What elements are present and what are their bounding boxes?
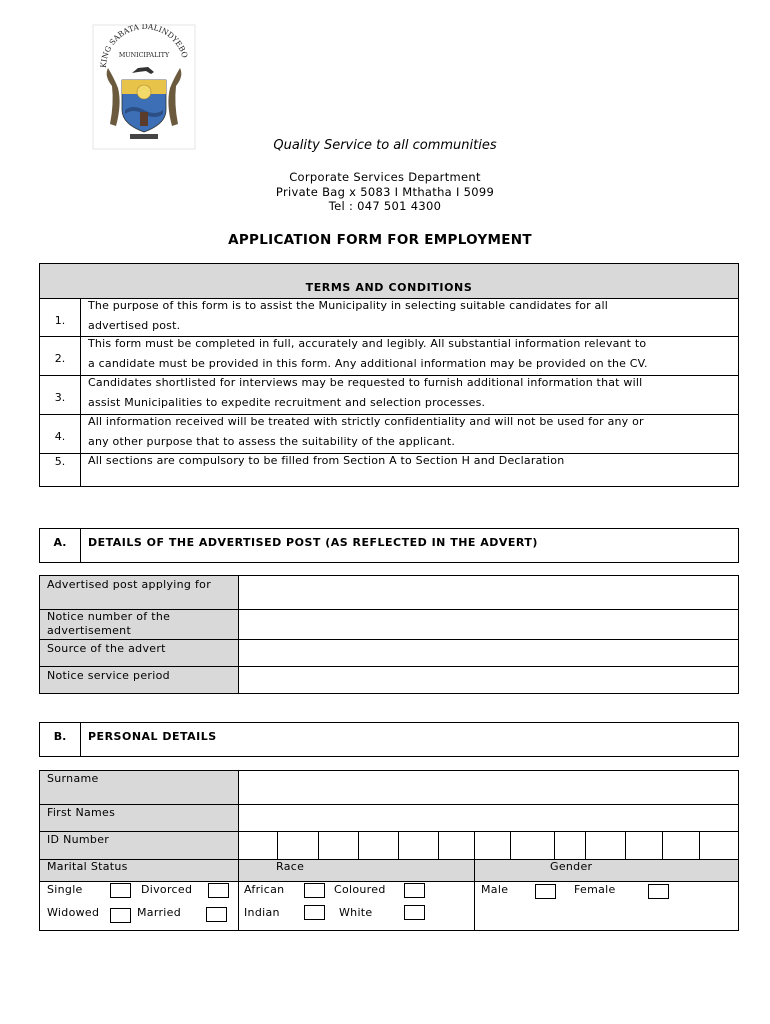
advertised-post-input[interactable] [239,576,738,609]
department-name: Corporate Services Department [289,170,481,184]
option-label: Male [481,883,509,896]
first-names-input[interactable] [239,805,738,831]
term-text: All sections are compulsory to be filled from Section A to Section H and Declaration [88,454,565,467]
african-checkbox[interactable] [304,883,325,898]
first-names-label: First Names [47,806,116,819]
municipality-logo [92,24,196,150]
option-label: Single [47,883,83,896]
term-text: This form must be completed in full, accurately and legibly. All substantial information relevant to a candidate must be provided in this form. Any additional information may be provided on the CV. [88,337,648,370]
option-label: Married [137,906,181,919]
field-label: Source of the advert [47,642,166,655]
id-number-input[interactable] [239,832,738,859]
term-number: 4. [54,430,66,443]
notice-number-input[interactable] [239,610,738,639]
section-title: PERSONAL DETAILS [88,730,217,743]
section-letter: B. [53,730,67,743]
term-text: All information received will be treated with strictly confidentiality and will not be used for any or any other purpose that to assess the suitability of the applicant. [88,415,644,448]
option-label: Indian [244,906,280,919]
personal-details-table [39,770,739,931]
surname-input[interactable] [239,771,738,804]
marital-status-label: Marital Status [47,860,128,873]
terms-table [39,263,739,487]
section-title: DETAILS OF THE ADVERTISED POST (AS REFLECTED IN THE ADVERT) [88,536,538,549]
term-number: 2. [54,352,66,365]
field-label: Advertised post applying for [47,578,212,591]
postal-address: Private Bag x 5083 I Mthatha I 5099 [275,184,495,199]
term-number: 1. [54,314,66,327]
section-letter: A. [53,536,67,549]
svg-text:KING SABATA DALINDYEBO: KING SABATA DALINDYEBO [98,24,190,69]
term-text: The purpose of this form is to assist the Municipality in selecting suitable candidates for all advertised post. [88,299,609,332]
divorced-checkbox[interactable] [208,883,229,898]
section-a-header [39,528,739,563]
advert-details-table [39,575,739,694]
coloured-checkbox[interactable] [404,883,425,898]
tagline: Quality Service to all communities [273,138,497,153]
advert-source-input[interactable] [239,640,738,666]
department-block [0,170,770,214]
svg-text:MUNICIPALITY: MUNICIPALITY [118,52,170,59]
option-label: Widowed [47,906,100,919]
option-label: White [339,906,373,919]
married-checkbox[interactable] [206,907,227,922]
terms-title: TERMS AND CONDITIONS [305,281,473,294]
option-label: Female [574,883,616,896]
term-number: 3. [54,391,66,404]
field-label: Notice service period [47,669,170,682]
term-number: 5. [54,455,66,468]
indian-checkbox[interactable] [304,905,325,920]
option-label: African [244,883,285,896]
female-checkbox[interactable] [648,884,669,899]
id-number-label: ID Number [47,833,110,846]
single-checkbox[interactable] [110,883,131,898]
term-text: Candidates shortlisted for interviews may be requested to furnish additional information that will assist Municipalities to expedite recruitment and selection processes. [88,376,643,409]
section-b-header [39,722,739,757]
widowed-checkbox[interactable] [110,908,131,923]
option-label: Coloured [334,883,386,896]
race-label: Race [276,860,305,873]
phone-number: Tel : 047 501 4300 [328,199,442,213]
field-label: Notice number of the advertisement [47,610,171,637]
male-checkbox[interactable] [535,884,556,899]
notice-period-input[interactable] [239,667,738,693]
gender-label: Gender [550,860,593,873]
form-title: APPLICATION FORM FOR EMPLOYMENT [228,232,532,248]
option-label: Divorced [141,883,193,896]
surname-label: Surname [47,772,99,785]
white-checkbox[interactable] [404,905,425,920]
